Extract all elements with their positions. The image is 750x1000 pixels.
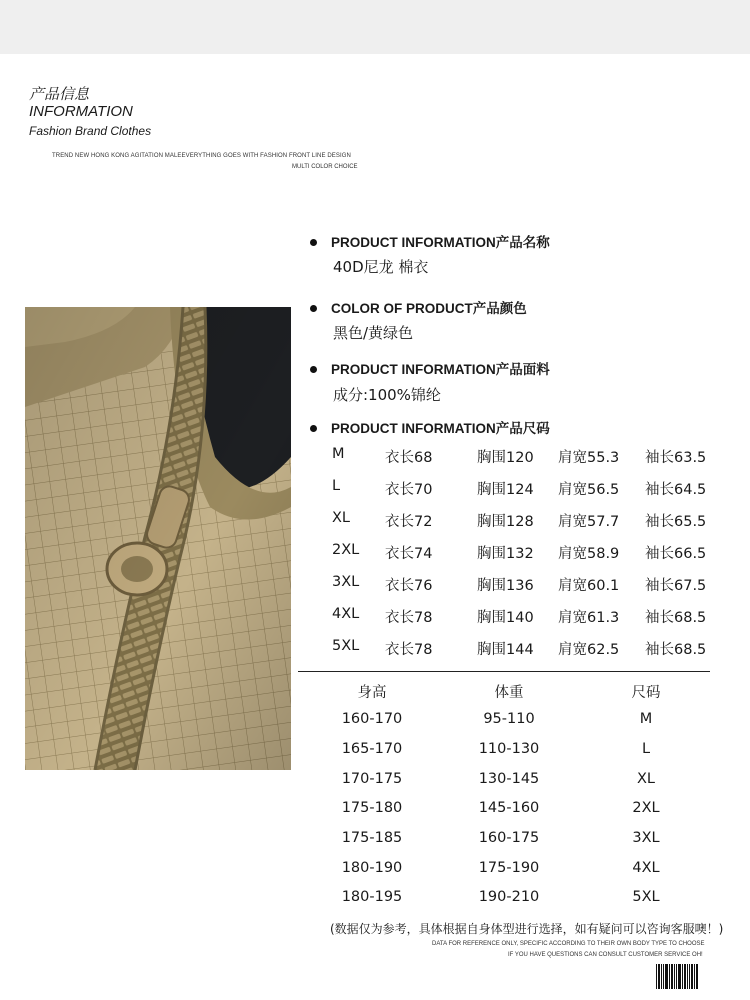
height-header: 身高 [357, 685, 387, 701]
product-name-value: 40D尼龙 棉衣 [333, 258, 429, 276]
size-row [332, 542, 732, 564]
size-row [332, 478, 732, 500]
sleeve-cell: 袖长67.5 [645, 578, 707, 594]
header-tagline: TREND NEW HONG KONG AGITATION MALEEVERYTHING GOES WITH FASHION FRONT LINE DESIGN [52, 153, 351, 159]
size-cell: 3XL [632, 830, 660, 846]
size-cell: XL [636, 771, 656, 787]
disclaimer-line-1: DATA FOR REFERENCE ONLY, SPECIFIC ACCORDING TO THEIR OWN BODY TYPE TO CHOOSE [432, 941, 705, 947]
chest-cell: 胸围120 [477, 450, 534, 466]
barcode-icon [656, 964, 698, 989]
size-cell: XL [332, 510, 351, 526]
reference-row [300, 800, 720, 820]
reference-row [300, 860, 720, 880]
chest-cell: 胸围140 [477, 610, 534, 626]
shoulder-cell: 肩宽62.5 [558, 642, 620, 658]
size-cell: 5XL [632, 889, 660, 905]
sleeve-cell: 袖长68.5 [645, 610, 707, 626]
weight-cell: 130-145 [478, 771, 540, 787]
size-header: 尺码 [631, 685, 661, 701]
jacket-zipper-image [25, 307, 291, 770]
size-cell: M [332, 446, 345, 462]
height-cell: 180-195 [341, 889, 403, 905]
weight-header: 体重 [494, 685, 524, 701]
height-cell: 180-190 [341, 860, 403, 876]
sleeve-cell: 袖长65.5 [645, 514, 707, 530]
length-cell: 衣长68 [385, 450, 433, 466]
size-row [332, 574, 732, 596]
shoulder-cell: 肩宽61.3 [558, 610, 620, 626]
weight-cell: 145-160 [478, 800, 540, 816]
chest-cell: 胸围128 [477, 514, 534, 530]
sleeve-cell: 袖长63.5 [645, 450, 707, 466]
size-cell: 5XL [332, 638, 360, 654]
size-cell: 2XL [332, 542, 360, 558]
shoulder-cell: 肩宽56.5 [558, 482, 620, 498]
section-title-material: PRODUCT INFORMATION产品面料 [310, 358, 550, 378]
size-row [332, 446, 732, 468]
sleeve-cell: 袖长66.5 [645, 546, 707, 562]
bullet-icon [310, 305, 317, 312]
header-tagline-2: MULTI COLOR CHOICE [292, 164, 358, 170]
reference-row [300, 771, 720, 791]
reference-row [300, 741, 720, 761]
header-subtitle: Fashion Brand Clothes [29, 124, 152, 138]
top-bar [0, 0, 750, 54]
reference-row [300, 889, 720, 909]
reference-note: (数据仅为参考，具体根据自身体型进行选择，如有疑问可以咨询客服噢！) [330, 922, 724, 936]
section-title-color: COLOR OF PRODUCT产品颜色 [310, 297, 527, 317]
section-title-size: PRODUCT INFORMATION产品尺码 [310, 417, 550, 437]
size-cell: 4XL [332, 606, 360, 622]
weight-cell: 95-110 [483, 711, 535, 727]
height-cell: 170-175 [341, 771, 403, 787]
reference-header-row [300, 681, 720, 701]
length-cell: 衣长76 [385, 578, 433, 594]
length-cell: 衣长78 [385, 610, 433, 626]
size-cell: L [641, 741, 651, 757]
size-row [332, 606, 732, 628]
size-row [332, 638, 732, 660]
product-color-value: 黑色/黄绿色 [333, 324, 414, 342]
reference-row [300, 830, 720, 850]
sleeve-cell: 袖长64.5 [645, 482, 707, 498]
chest-cell: 胸围136 [477, 578, 534, 594]
length-cell: 衣长72 [385, 514, 433, 530]
header-title-cn: 产品信息 [29, 85, 90, 103]
weight-cell: 175-190 [478, 860, 540, 876]
height-cell: 160-170 [341, 711, 403, 727]
chest-cell: 胸围144 [477, 642, 534, 658]
size-cell: 3XL [332, 574, 360, 590]
height-cell: 165-170 [341, 741, 403, 757]
size-cell: 4XL [632, 860, 660, 876]
shoulder-cell: 肩宽58.9 [558, 546, 620, 562]
height-cell: 175-180 [341, 800, 403, 816]
bullet-icon [310, 239, 317, 246]
header-title-en: INFORMATION [29, 103, 133, 120]
size-row [332, 510, 732, 532]
size-cell: 2XL [632, 800, 660, 816]
shoulder-cell: 肩宽57.7 [558, 514, 620, 530]
disclaimer-line-2: IF YOU HAVE QUESTIONS CAN CONSULT CUSTOMER SERVICE OH! [508, 952, 703, 958]
length-cell: 衣长78 [385, 642, 433, 658]
length-cell: 衣长70 [385, 482, 433, 498]
reference-row [300, 711, 720, 731]
product-photo [25, 307, 291, 770]
weight-cell: 160-175 [478, 830, 540, 846]
weight-cell: 190-210 [478, 889, 540, 905]
shoulder-cell: 肩宽55.3 [558, 450, 620, 466]
length-cell: 衣长74 [385, 546, 433, 562]
sleeve-cell: 袖长68.5 [645, 642, 707, 658]
shoulder-cell: 肩宽60.1 [558, 578, 620, 594]
weight-cell: 110-130 [478, 741, 540, 757]
chest-cell: 胸围124 [477, 482, 534, 498]
product-material-value: 成分:100%锦纶 [333, 386, 441, 404]
bullet-icon [310, 425, 317, 432]
size-cell: L [332, 478, 341, 494]
height-cell: 175-185 [341, 830, 403, 846]
table-divider [298, 671, 710, 672]
chest-cell: 胸围132 [477, 546, 534, 562]
size-cell: M [639, 711, 653, 727]
section-title-name: PRODUCT INFORMATION产品名称 [310, 231, 550, 251]
bullet-icon [310, 366, 317, 373]
